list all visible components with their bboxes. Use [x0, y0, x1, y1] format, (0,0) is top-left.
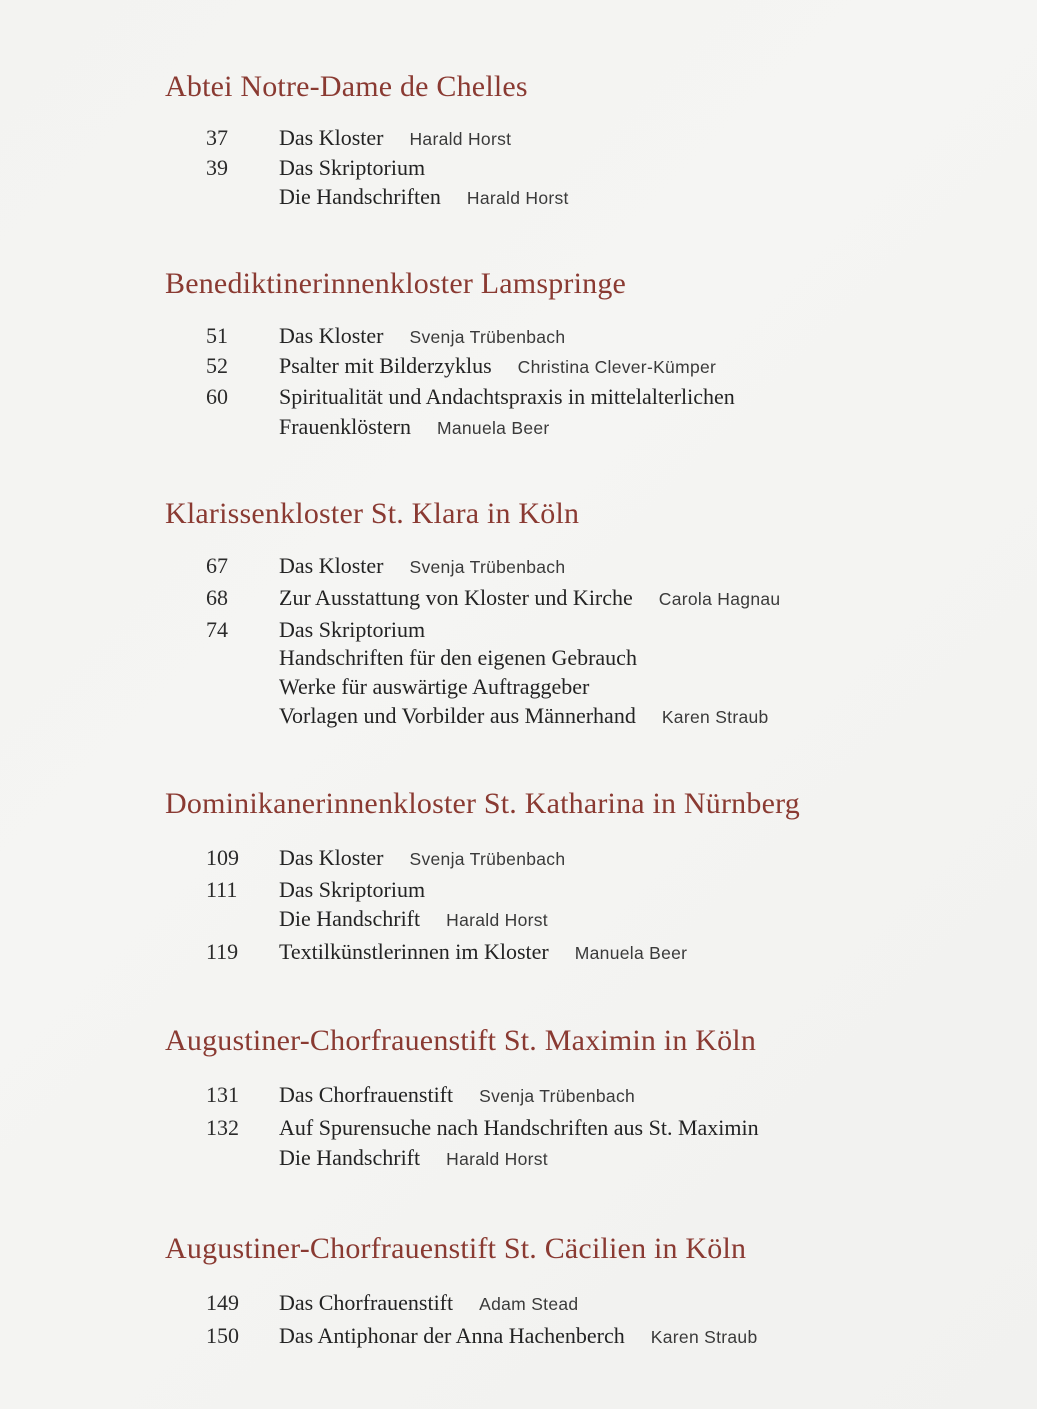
page-number: 60: [206, 384, 228, 409]
entry-title: Das Kloster: [279, 125, 384, 150]
section-title: Klarissenkloster St. Klara in Köln: [165, 497, 580, 530]
entry-line: [279, 323, 565, 349]
page-number: 39: [206, 155, 228, 180]
entry-title: Frauenklöstern: [279, 414, 411, 439]
entry-title: Auf Spurensuche nach Handschriften aus St. Maximin: [279, 1115, 759, 1140]
entry-title: Das Kloster: [279, 323, 384, 348]
page-number: 52: [206, 353, 228, 378]
entry-line: [279, 353, 716, 379]
entry-line: [279, 155, 425, 181]
entry-author: Manuela Beer: [574, 943, 688, 963]
entry-title: Das Chorfrauenstift: [279, 1290, 454, 1315]
entry-title: Die Handschriften: [279, 184, 441, 209]
entry-line: [279, 1082, 635, 1108]
entry-line: [279, 674, 589, 700]
page-number: 149: [206, 1290, 239, 1315]
entry-line: [279, 184, 569, 210]
entry-author: Christina Clever-Kümper: [517, 357, 717, 377]
page-number: 119: [206, 939, 239, 964]
entry-author: Svenja Trübenbach: [409, 327, 566, 347]
page-number: 68: [206, 585, 228, 610]
entry-author: Harald Horst: [446, 910, 548, 930]
entry-title: Das Chorfrauenstift: [279, 1082, 454, 1107]
entry-title: Das Antiphonar der Anna Hachenberch: [279, 1323, 625, 1348]
entry-author: Svenja Trübenbach: [409, 557, 566, 577]
entry-title: Die Handschrift: [279, 906, 421, 931]
entry-line: [279, 703, 769, 729]
section-title: Augustiner-Chorfrauenstift St. Maximin in Köln: [165, 1024, 757, 1057]
page-number: 150: [206, 1323, 239, 1348]
entry-line: [279, 1145, 548, 1171]
entry-line: [279, 125, 511, 151]
page-number: 109: [206, 845, 239, 870]
page-number: 111: [206, 877, 238, 902]
entry-title: Vorlagen und Vorbilder aus Männerhand: [279, 703, 636, 728]
page-number: 131: [206, 1082, 239, 1107]
entry-title: Das Skriptorium: [279, 877, 426, 902]
entry-author: Harald Horst: [446, 1149, 548, 1169]
section-title: Benediktinerinnenkloster Lamspringe: [165, 267, 627, 300]
page-number: 132: [206, 1115, 239, 1140]
section-title: Dominikanerinnenkloster St. Katharina in Nürnberg: [165, 787, 800, 820]
entry-line: [279, 906, 548, 932]
entry-line: [279, 617, 425, 643]
entry-title: Psalter mit Bilderzyklus: [279, 353, 492, 378]
entry-author: Svenja Trübenbach: [409, 849, 566, 869]
entry-title: Die Handschrift: [279, 1145, 421, 1170]
entry-line: [279, 845, 565, 871]
entry-author: Svenja Trübenbach: [479, 1086, 636, 1106]
entry-title: Handschriften für den eigenen Gebrauch: [279, 645, 637, 670]
page-number: 37: [206, 125, 228, 150]
entry-author: Carola Hagnau: [658, 589, 781, 609]
entry-title: Werke für auswärtige Auftraggeber: [279, 674, 590, 699]
entry-line: [279, 1323, 758, 1349]
entry-line: [279, 414, 550, 440]
entry-title: Das Skriptorium: [279, 617, 426, 642]
entry-line: [279, 553, 565, 579]
section-title: Augustiner-Chorfrauenstift St. Cäcilien in Köln: [165, 1232, 747, 1265]
entry-line: [279, 877, 425, 903]
page-number: 67: [206, 553, 228, 578]
section-title: Abtei Notre-Dame de Chelles: [165, 70, 528, 103]
entry-author: Adam Stead: [479, 1294, 579, 1314]
entry-author: Manuela Beer: [436, 418, 550, 438]
entry-author: Karen Straub: [661, 707, 769, 727]
entry-line: [279, 384, 735, 410]
entry-author: Harald Horst: [409, 129, 512, 149]
page-number: 51: [206, 323, 228, 348]
entry-title: Das Kloster: [279, 845, 384, 870]
entry-title: Das Kloster: [279, 553, 384, 578]
entry-title: Zur Ausstattung von Kloster und Kirche: [279, 585, 633, 610]
entry-title: Textilkünstlerinnen im Kloster: [279, 939, 549, 964]
entry-title: Spiritualität und Andachtspraxis in mittelalterlichen: [279, 384, 735, 409]
entry-author: Karen Straub: [650, 1327, 758, 1347]
entry-line: [279, 1115, 759, 1141]
entry-line: [279, 939, 687, 965]
entry-line: [279, 1290, 578, 1316]
page-number: 74: [206, 617, 228, 642]
entry-line: [279, 645, 637, 671]
entry-author: Harald Horst: [466, 188, 569, 208]
entry-title: Das Skriptorium: [279, 155, 426, 180]
entry-line: [279, 585, 780, 611]
